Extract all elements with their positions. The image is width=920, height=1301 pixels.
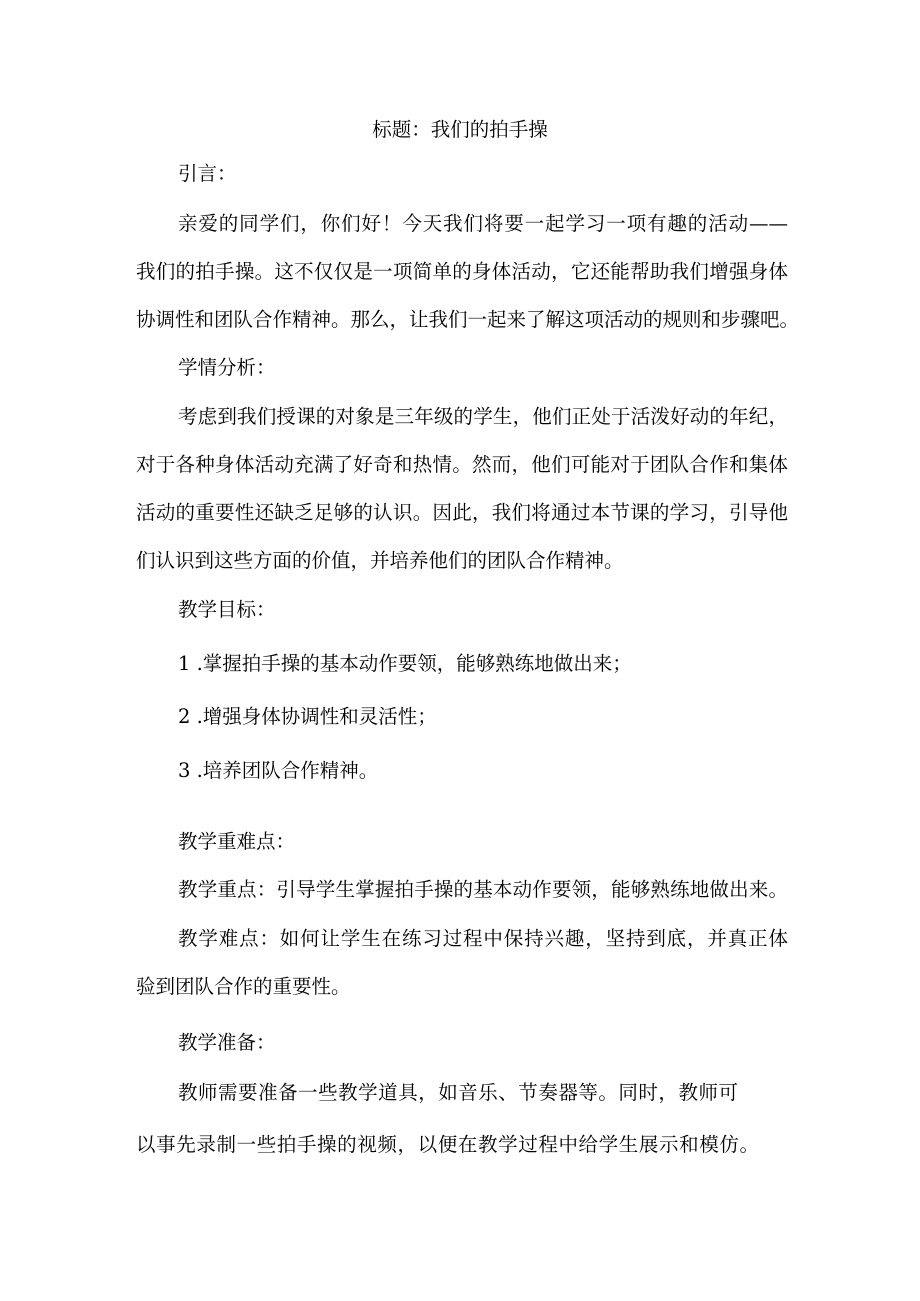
goal-item-2: 2 .增强身体协调性和灵活性；	[178, 705, 437, 728]
intro-line-2: 我们的拍手操。这不仅仅是一项简单的身体活动，它还能帮助我们增强身体	[136, 260, 788, 283]
preparation-line-2: 以事先录制一些拍手操的视频，以便在教学过程中给学生展示和模仿。	[136, 1133, 759, 1156]
analysis-line-3: 活动的重要性还缺乏足够的认识。因此，我们将通过本节课的学习，引导他	[136, 501, 788, 524]
intro-heading: 引言：	[178, 162, 237, 185]
key-points-heading: 教学重难点：	[178, 830, 296, 853]
key-points-difficulty-line-2: 验到团队合作的重要性。	[136, 975, 351, 998]
preparation-line-1: 教师需要准备一些教学道具，如音乐、节奏器等。同时，教师可	[178, 1081, 738, 1104]
preparation-heading: 教学准备：	[178, 1031, 276, 1054]
goal-item-3: 3 .培养团队合作精神。	[178, 759, 379, 782]
analysis-heading: 学情分析：	[178, 356, 276, 379]
goal-item-1: 1 .掌握拍手操的基本动作要领，能够熟练地做出来；	[178, 652, 632, 675]
goals-heading: 教学目标：	[178, 598, 276, 621]
analysis-line-4: 们认识到这些方面的价值，并培养他们的团队合作精神。	[136, 549, 624, 572]
intro-line-3: 协调性和团队合作精神。那么，让我们一起来了解这项活动的规则和步骤吧。	[136, 308, 800, 331]
analysis-line-2: 对于各种身体活动充满了好奇和热情。然而，他们可能对于团队合作和集体	[136, 453, 788, 476]
analysis-line-1: 考虑到我们授课的对象是三年级的学生，他们正处于活泼好动的年纪，	[178, 405, 788, 428]
document-title: 标题：我们的拍手操	[372, 118, 548, 141]
key-points-focus: 教学重点：引导学生掌握拍手操的基本动作要领，能够熟练地做出来。	[178, 878, 788, 901]
key-points-difficulty-line-1: 教学难点：如何让学生在练习过程中保持兴趣，坚持到底，并真正体	[178, 927, 788, 950]
intro-line-1: 亲爱的同学们，你们好！今天我们将要一起学习一项有趣的活动——	[178, 212, 788, 235]
